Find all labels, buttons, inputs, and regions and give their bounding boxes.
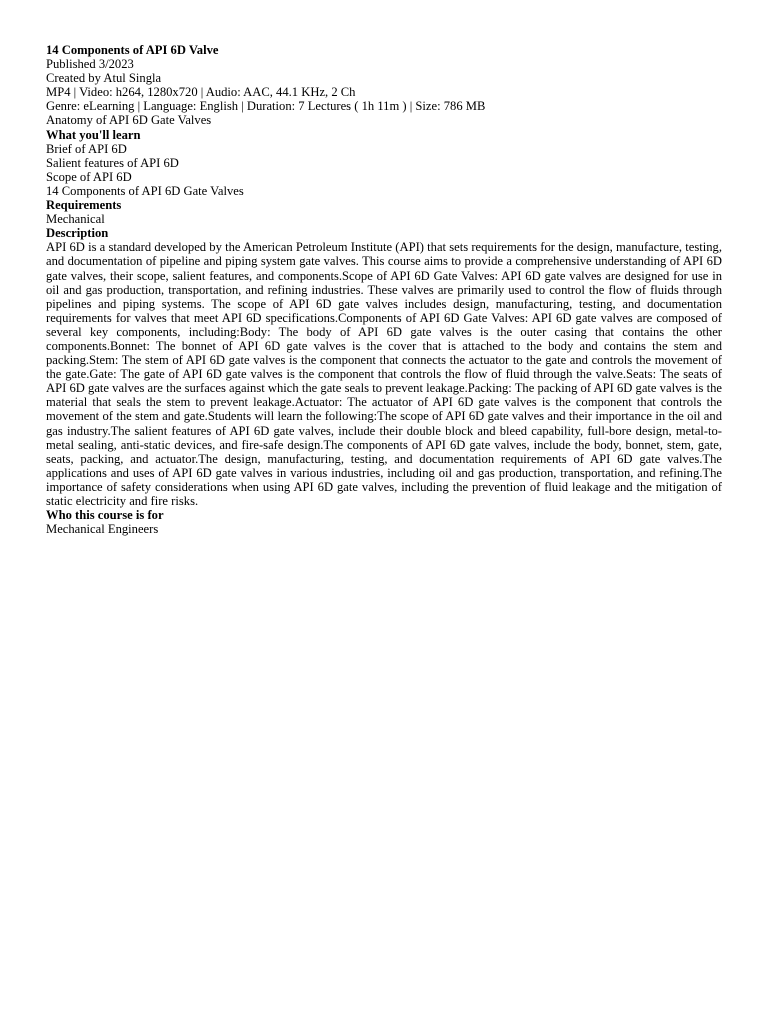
learn-item: Scope of API 6D: [46, 169, 132, 184]
requirements-heading: Requirements: [46, 198, 122, 213]
learn-item: Brief of API 6D: [46, 141, 127, 156]
published-date: Published 3/2023: [46, 57, 134, 72]
media-info: MP4 | Video: h264, 1280x720 | Audio: AAC, 44.1 KHz, 2 Ch: [46, 85, 356, 100]
audience-text: Mechanical Engineers: [46, 522, 159, 537]
description-heading: Description: [46, 226, 109, 241]
learn-item: 14 Components of API 6D Gate Valves: [46, 183, 244, 198]
description-text: API 6D is a standard developed by the American Petroleum Institute (API) that sets requirements for the design, manufacture, testing, and documentation of pipeline and piping system gate valves. This course aims to provide a comprehensive understanding of API 6D gate valves, their scope, salient features, and components.Scope of API 6D Gate Valves: API 6D gate valves are designed for use in oil and gas production, transportation, and refining industries. These valves are primarily used to control the flow of fluids through pipelines and piping systems. The scope of API 6D gate valves includes design, manufacturing, testing, and documentation requirements for valves that meet API 6D specifications.Components of API 6D Gate Valves: API 6D gate valves are composed of several key components, including:Body: The body of API 6D gate valves is the outer casing that contains the other components.Bonnet: The bonnet of API 6D gate valves is the cover that is attached to the body and contains the stem and packing.Stem: The stem of API 6D gate valves is the component that connects the actuator to the gate and controls the movement of the gate.Gate: The gate of API 6D gate valves is the component that controls the flow of fluid through the valve.Seats: The seats of API 6D gate valves are the surfaces against which the gate seals to prevent leakage.Packing: The packing of API 6D gate valves is the material that seals the stem to prevent leakage.Actuator: The actuator of API 6D gate valves is the component that controls the movement of the stem and gate.Students will learn the following:The scope of API 6D gate valves and their importance in the oil and gas industry.The salient features of API 6D gate valves, include their double block and bleed capability, full-bore design, metal-to-metal sealing, anti-static devices, and fire-safe design.The components of API 6D gate valves, include the body, bonnet, stem, gate, seats, packing, and actuator.The design, manufacturing, testing, and documentation requirements of API 6D gate valves.The applications and uses of API 6D gate valves in various industries, including oil and gas production, transportation, and refining.The importance of safety considerations when using API 6D gate valves, including the prevention of fluid leakage and the mitigation of static electricity and fire risks.: [46, 240, 722, 508]
requirements-text: Mechanical: [46, 212, 105, 227]
author-line: Created by Atul Singla: [46, 71, 162, 86]
audience-heading: Who this course is for: [46, 508, 164, 523]
genre-info: Genre: eLearning | Language: English | Duration: 7 Lectures ( 1h 11m ) | Size: 786 MB: [46, 99, 486, 114]
course-subtitle: Anatomy of API 6D Gate Valves: [46, 113, 212, 128]
document-page: [46, 43, 722, 536]
learn-heading: What you'll learn: [46, 127, 141, 142]
learn-item: Salient features of API 6D: [46, 155, 179, 170]
document-title: 14 Components of API 6D Valve: [46, 43, 219, 57]
